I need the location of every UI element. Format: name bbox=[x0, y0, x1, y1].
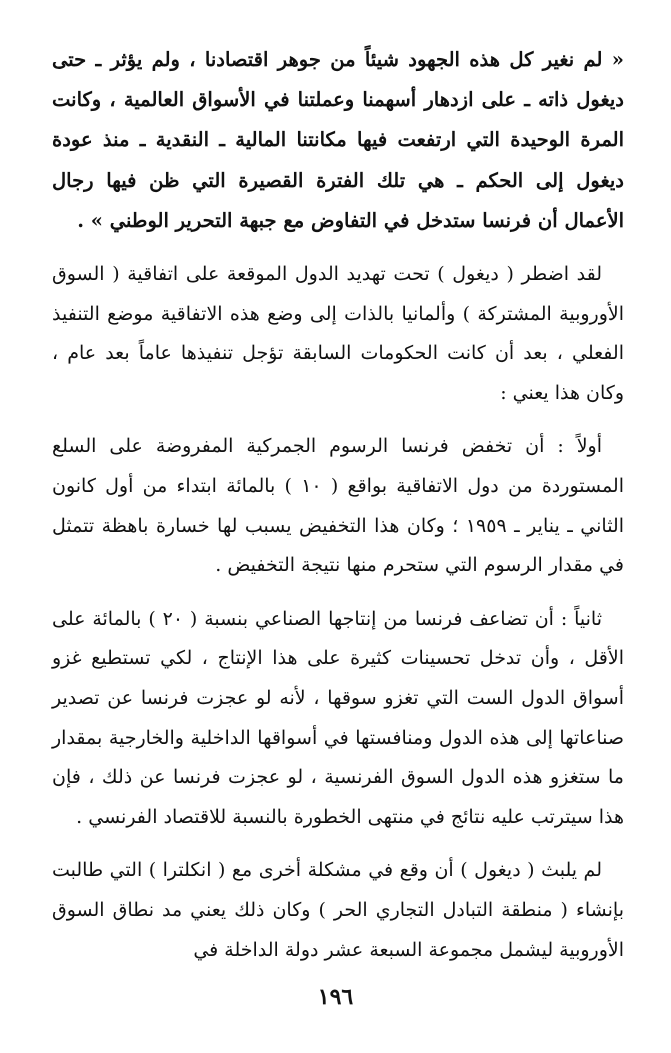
page-body bbox=[52, 40, 624, 984]
quoted-paragraph: « لم نغير كل هذه الجهود شيئاً من جوهر اقتصادنا ، ولم يؤثر ـ حتى ديغول ذاته ـ على ازدهار أسهمنا وعملتنا في الأسواق العالمية ، وكانت المرة الوحيدة التي ارتفعت فيها مكانتنا المالية ـ النقدية ـ منذ عودة ديغول إلى الحكم ـ هي تلك الفترة القصيرة التي ظن فيها رجال الأعمال أن فرنسا ستدخل في التفاوض مع جبهة التحرير الوطني » . bbox=[52, 48, 624, 232]
paragraph-agreement: لقد اضطر ( ديغول ) تحت تهديد الدول الموقعة على اتفاقية ( السوق الأوروبية المشتركة ) وألمانيا بالذات إلى وضع هذه الاتفاقية موضع التنفيذ الفعلي ، بعد أن كانت الحكومات السابقة تؤجل تنفيذها عاماً بعد عام ، وكان هذا يعني : bbox=[52, 263, 624, 404]
page-number: ١٩٦ bbox=[317, 984, 354, 1010]
paragraph-first-point: أولاً : أن تخفض فرنسا الرسوم الجمركية المفروضة على السلع المستوردة من دول الاتفاقية بواقع ( ١٠ ) بالمائة ابتداء من أول كانون الثاني ـ يناير ـ ١٩٥٩ ؛ وكان هذا التخفيض يسبب لها خسارة باهظة تتمثل في مقدار الرسوم التي ستحرم منها نتيجة التخفيض . bbox=[52, 435, 624, 577]
paragraph-second-point: ثانياً : أن تضاعف فرنسا من إنتاجها الصناعي بنسبة ( ٢٠ ) بالمائة على الأقل ، وأن تدخل تحسينات كثيرة على هذا الإنتاج ، لكي تستطيع غزو أسواق الدول الست التي تغزو سوقها ، لأنه لو عجزت فرنسا عن تصدير صناعاتها إلى هذه الدول ومنافستها في أسواقها الداخلية والخارجية بمقدار ما ستغزو هذه الدول السوق الفرنسية ، لو عجزت فرنسا عن ذلك ، فإن هذا سيترتب عليه نتائج في منتهى الخطورة بالنسبة للاقتصاد الفرنسي . bbox=[52, 607, 624, 828]
paragraph-england: لم يلبث ( ديغول ) أن وقع في مشكلة أخرى مع ( انكلترا ) التي طالبت بإنشاء ( منطقة التبادل التجاري الحر ) وكان ذلك يعني مد نطاق السوق الأوروبية ليشمل مجموعة السبعة عشر دولة الداخلة في bbox=[52, 859, 624, 961]
